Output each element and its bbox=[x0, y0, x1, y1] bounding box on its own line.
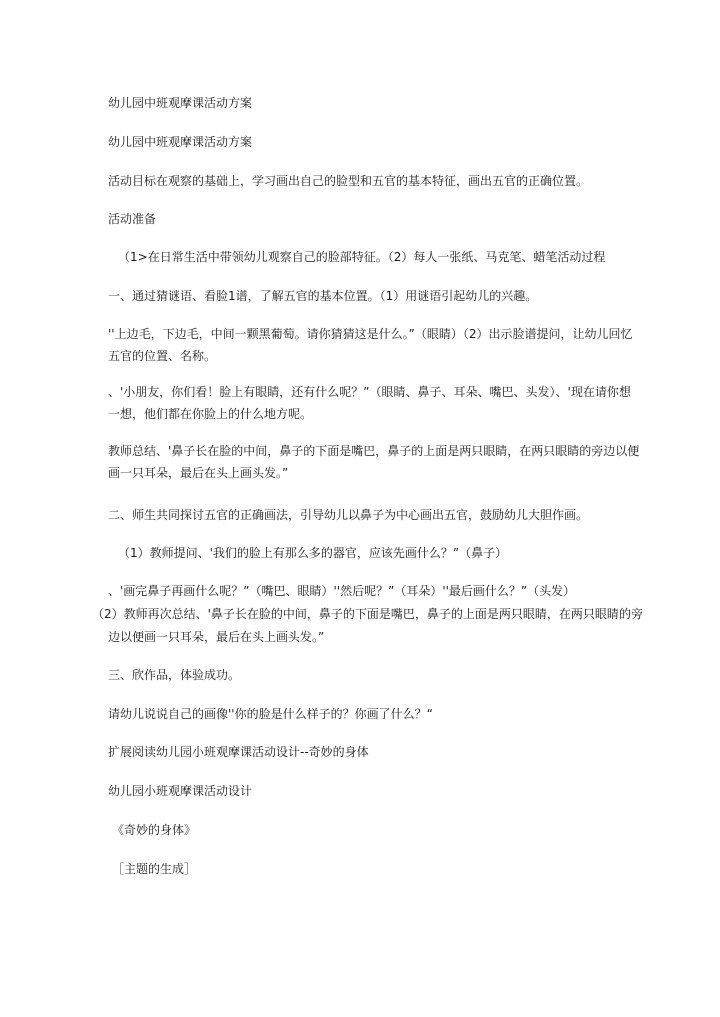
step1-paragraph-3-line-1: 教师总结、'鼻子长在脸的中间，鼻子的下面是嘴巴，鼻子的上面是两只眼睛，在两只眼睛的旁边以便 bbox=[108, 444, 640, 458]
step3-title: 三、欣作品，体验成功。 bbox=[108, 668, 241, 682]
extended-reading-subtitle: 幼儿园小班观摩课活动设计 bbox=[108, 784, 253, 798]
extended-reading-title: 扩展阅读幼儿园小班观摩课活动设计--奇妙的身体 bbox=[108, 745, 369, 759]
extended-reading-book-title: 《奇妙的身体》 bbox=[112, 823, 197, 837]
step3-text: 请幼儿说说自己的画像''你的脸是什么样子的？你画了什么？“ bbox=[108, 707, 433, 721]
step2-question-1: （1）教师提问、'我们的脸上有那么多的器官，应该先画什么？”（鼻子） bbox=[118, 546, 508, 560]
prep-title: 活动准备 bbox=[108, 212, 157, 226]
step2-paragraph-line-1: （2）教师再次总结、'鼻子长在脸的中间，鼻子的下面是嘴巴，鼻子的上面是两只眼睛，在两只眼睛的旁 bbox=[92, 607, 643, 621]
step1-paragraph-1-line-2: 五官的位置、名称。 bbox=[108, 349, 217, 363]
step1-title: 一、通过猜谜语、看脸1谱，了解五官的基本位置。（1）用谜语引起幼儿的兴趣。 bbox=[108, 289, 538, 303]
activity-goal: 活动目标在观察的基础上，学习画出自己的脸型和五官的基本特征，画出五官的正确位置。 bbox=[108, 174, 589, 188]
step1-paragraph-1-line-1: ''上边毛，下边毛，中间一颗黑葡萄。请你猜猜这是什么。”（眼睛）（2）出示脸谱提问，让幼儿回忆 bbox=[108, 327, 633, 341]
step2-paragraph-line-2: 边以便画一只耳朵，最后在头上画头发。” bbox=[108, 630, 325, 644]
step2-title: 二、师生共同探讨五官的正确画法，引导幼儿以鼻子为中心画出五官，鼓励幼儿大胆作画。 bbox=[108, 508, 589, 522]
step1-paragraph-2-line-2: 一想，他们都在你脸上的什么地方呢。 bbox=[108, 407, 313, 421]
document-subtitle: 幼儿园中班观摩课活动方案 bbox=[108, 135, 253, 149]
document-title: 幼儿园中班观摩课活动方案 bbox=[108, 96, 253, 110]
step1-paragraph-2-line-1: 、'小朋友，你们看！脸上有眼睛，还有什么呢？”（眼睛、鼻子、耳朵、嘴巴、头发）、'现在请你想 bbox=[108, 385, 631, 399]
theme-section-heading: ［主题的生成］ bbox=[112, 862, 197, 876]
step1-paragraph-3-line-2: 画一只耳朵，最后在头上画头发。” bbox=[108, 466, 289, 480]
prep-text: （1>在日常生活中带领幼儿观察自己的脸部特征。（2）每人一张纸、马克笔、蜡笔活动过程 bbox=[118, 250, 606, 264]
step2-question-2: 、'画完鼻子再画什么呢？”（嘴巴、眼睛）''然后呢？”（耳朵）''最后画什么？”（头发） bbox=[108, 584, 576, 598]
